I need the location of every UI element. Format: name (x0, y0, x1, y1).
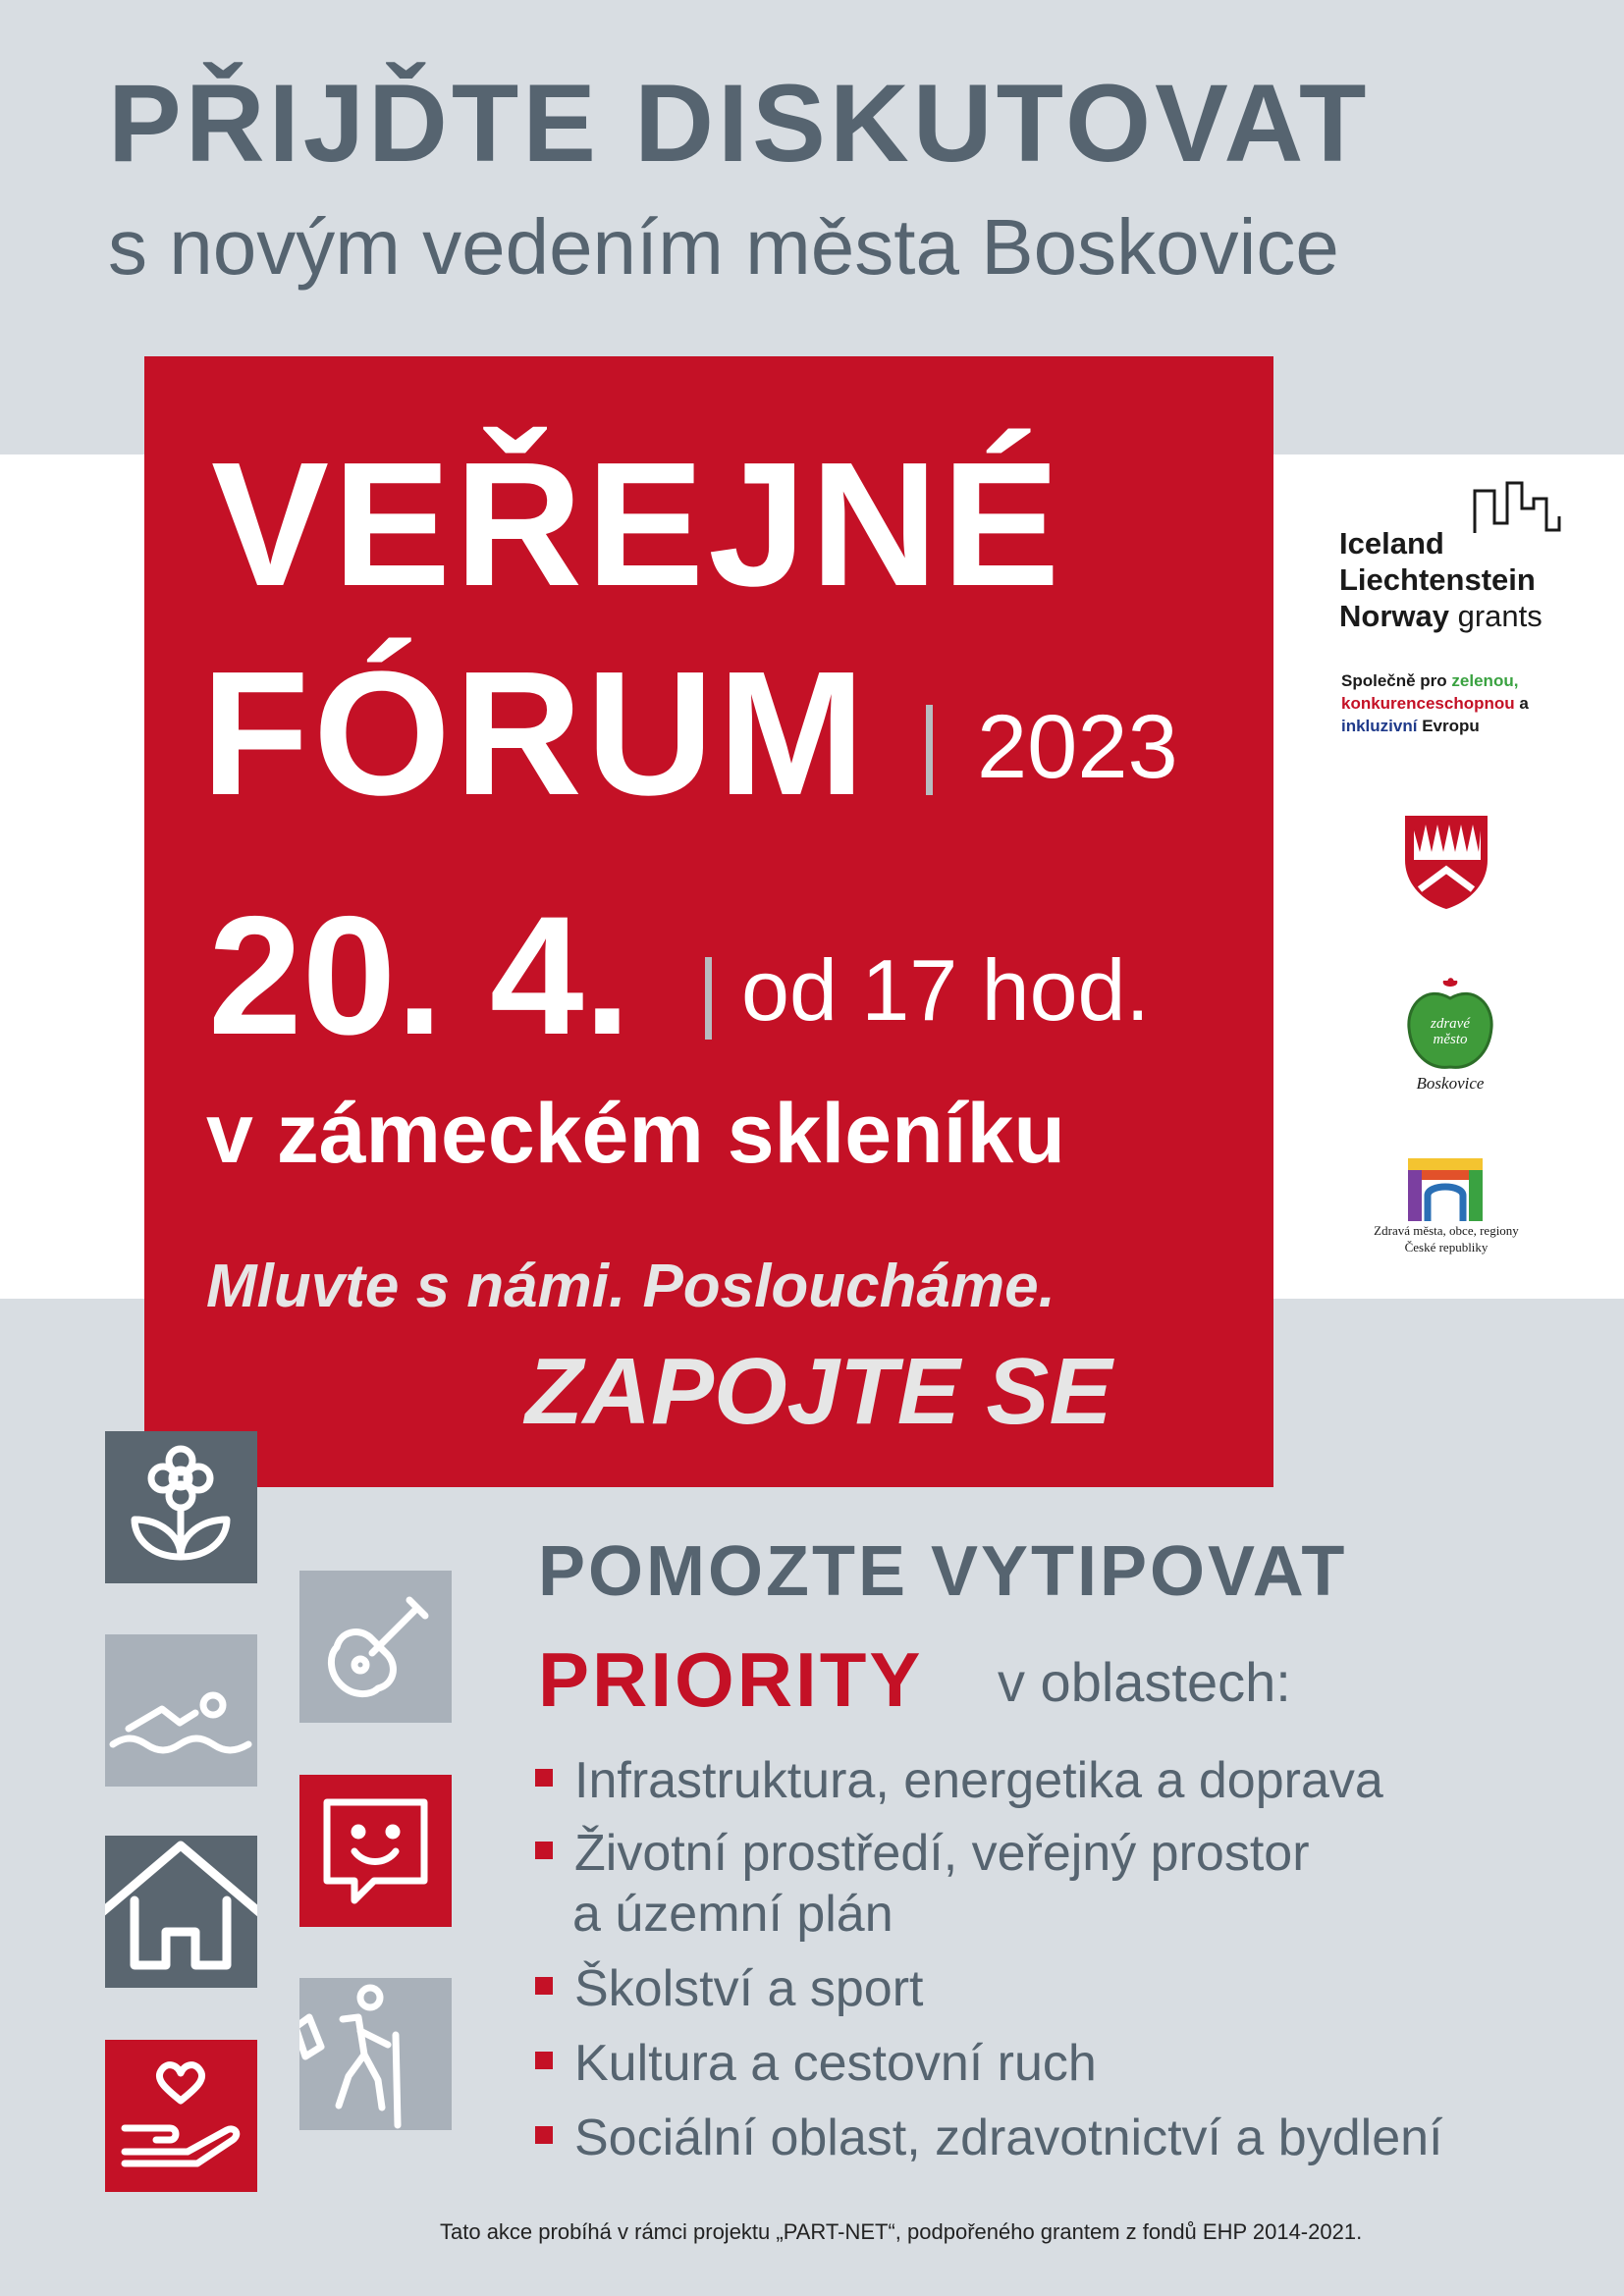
healthy-city-apple-icon (1389, 977, 1512, 1095)
eea-grants-logo (1339, 525, 1543, 635)
eu-slogan-blue: inkluzivní (1341, 716, 1418, 735)
call-to-action: ZAPOJTE SE (525, 1339, 1112, 1444)
event-slogan: Mluvte s námi. Posloucháme. (206, 1253, 1056, 1320)
bullet-marker (535, 1769, 553, 1787)
flower-tile (105, 1431, 257, 1583)
house-icon (105, 1836, 257, 1988)
event-time: od 17 hod. (741, 941, 1150, 1039)
chat-smile-icon (299, 1775, 452, 1927)
priority-item (535, 1960, 924, 2017)
bullet-marker (535, 2126, 553, 2144)
priority-item (535, 1825, 1310, 1882)
house-tile (105, 1836, 257, 1988)
event-name-line2: FÓRUM (201, 635, 869, 832)
bullet-marker (535, 2052, 553, 2069)
event-place: v zámeckém skleníku (206, 1087, 1065, 1181)
grants-line3-bold: Norway (1339, 599, 1449, 634)
priority-item-label: Školství a sport (574, 1960, 924, 2017)
hiker-tile (299, 1978, 452, 2130)
bullet-marker (535, 1977, 553, 1995)
guitar-tile (299, 1571, 452, 1723)
event-name-line1: VEŘEJNÉ (211, 426, 1064, 623)
eu-slogan-green: zelenou, (1451, 671, 1519, 690)
priority-item (535, 2109, 1443, 2166)
heart-hand-icon (105, 2040, 257, 2192)
hiker-icon (299, 1978, 452, 2130)
eu-slogan (1341, 670, 1529, 738)
heart-hand-tile (105, 2040, 257, 2192)
grants-line2: Liechtenstein (1339, 562, 1536, 598)
footer-note: Tato akce probíhá v rámci projektu „PART-NET“, podpořeného grantem z fondů EHP 2014-2021. (440, 2219, 1363, 2244)
priority-item-label: Infrastruktura, energetika a doprava (574, 1752, 1383, 1809)
eu-slogan-part2: a (1519, 693, 1529, 713)
eu-slogan-red: konkurenceschopnou (1341, 693, 1515, 713)
bullet-marker (535, 1842, 553, 1859)
priorities-title: POMOZTE VYTIPOVAT (538, 1532, 1348, 1611)
network-caption-line2: České republiky (1404, 1239, 1489, 1255)
time-separator (705, 957, 712, 1040)
priority-item-label: Životní prostředí, veřejný prostor (574, 1825, 1310, 1882)
network-caption-line1: Zdravá města, obce, regiony (1374, 1223, 1519, 1238)
priority-item-label: Kultura a cestovní ruch (574, 2035, 1097, 2092)
swimmer-tile (105, 1634, 257, 1787)
grants-line1: Iceland (1339, 526, 1444, 561)
priority-item-label: Sociální oblast, zdravotnictví a bydlení (574, 2109, 1443, 2166)
priority-item (535, 1752, 1383, 1809)
swimmer-icon (105, 1634, 257, 1787)
healthy-cities-network-icon (1406, 1156, 1485, 1223)
healthy-city-line2: město (1433, 1032, 1468, 1047)
grants-line3-thin: grants (1457, 599, 1543, 634)
year-separator (926, 705, 933, 795)
eu-slogan-part3: Evropu (1422, 716, 1480, 735)
priority-item-continuation: a územní plán (572, 1886, 893, 1943)
priorities-suffix: v oblastech: (998, 1651, 1291, 1713)
page-subtitle: s novým vedením města Boskovice (108, 203, 1339, 291)
eu-slogan-part1: Společně pro (1341, 671, 1447, 690)
page-title: PŘIJĎTE DISKUTOVAT (108, 62, 1371, 185)
chat-tile (299, 1775, 452, 1927)
healthy-city-line1: zdravé (1431, 1016, 1470, 1032)
healthy-city-line3: Boskovice (1416, 1074, 1485, 1093)
boskovice-coat-of-arms-icon (1402, 813, 1490, 911)
event-year: 2023 (977, 697, 1178, 797)
guitar-icon (299, 1571, 452, 1723)
priority-item (535, 2035, 1097, 2092)
flower-icon (105, 1431, 257, 1583)
grants-mark-icon (1473, 479, 1561, 538)
event-date: 20. 4. (208, 881, 631, 1070)
priorities-highlight: PRIORITY (538, 1636, 924, 1723)
healthy-cities-network-caption (1368, 1223, 1525, 1256)
